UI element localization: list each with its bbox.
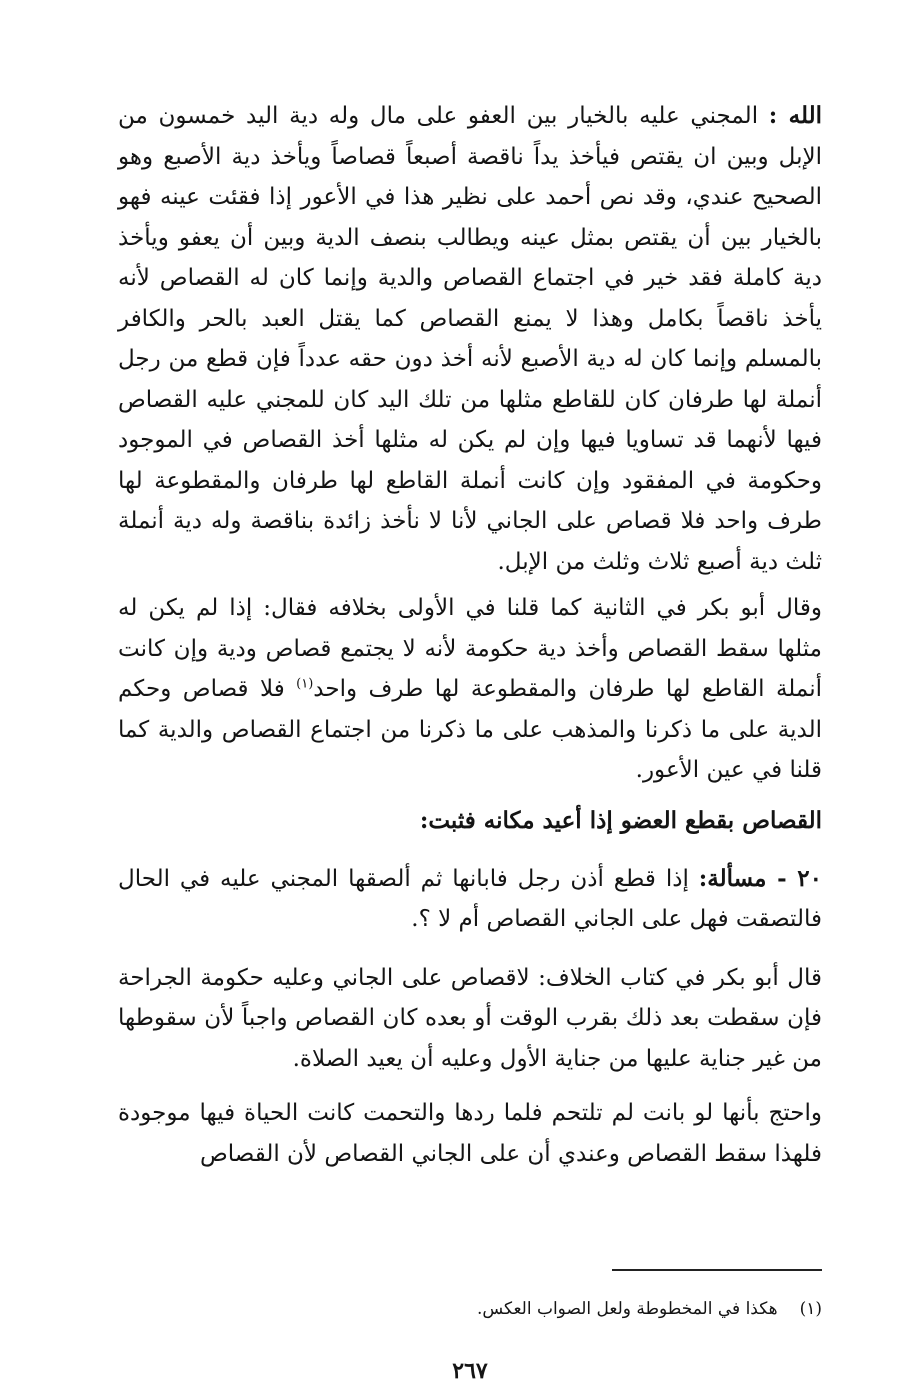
page-number: ٢٦٧ [452, 1358, 488, 1384]
body-paragraph-masala [118, 859, 822, 940]
footnote-separator [612, 1269, 822, 1271]
footnote-text: هكذا في المخطوطة ولعل الصواب العكس. [476, 1299, 778, 1319]
paragraph-1b-text-a: وقال أبو بكر في الثانية كما قلنا في الأولى بخلافه فقال: إذا لم يكن له مثلها سقط القصاص وأخذ دية حكومة لأنه لا يجتمع قصاص ودية وإن كانت أنملة القاطع لها طرفان والمقطوعة لها طرف واحد [118, 595, 822, 702]
body-paragraph-1b [118, 588, 822, 791]
book-page [118, 96, 823, 1384]
body-paragraph-1 [118, 96, 822, 582]
footnote-number: (١) [799, 1299, 822, 1319]
paragraph-1-text: المجني عليه بالخيار بين العفو على مال وله دية اليد خمسون من الإبل وبين ان يقتص فيأخذ يداً ناقصة أصبعاً قصاصاً ويأخذ دية الأصبع وهو الصحيح عندي، وقد نص أحمد على نظير هذا في الأعور إذا فقئت عينه فهو بالخيار بين أن يقتص بمثل عينه ويطالب بنصف الدية وبين أن يعفو ويأخذ دية كاملة فقد خير في اجتماع القصاص والدية وإنما كان له القصاص لأنه يأخذ ناقصاً بكامل وهذا لا يمنع القصاص كما يقتل العبد بالحر والكافر بالمسلم وإنما كان له دية الأصبع لأنه أخذ دون حقه عدداً فإن قطع من رجل أنملة لها طرفان كان للقاطع مثلها من تلك اليد كان للمجني عليه القصاص فيها لأنهما قد تساويا فيها وإن لم يكن له مثلها أخذ القصاص في الموجود وحكومة في المفقود وإن كانت أنملة القاطع لها طرفان والمقطوعة لها طرف واحد فلا قصاص على الجاني لأنا لا نأخذ زائدة بناقصة وله دية أنملة ثلث دية أصبع ثلاث وثلث من الإبل. [118, 103, 822, 575]
footnote-reference[interactable]: (١) [296, 676, 314, 692]
masala-number-label: ٢٠ - مسألة: [698, 864, 822, 892]
body-paragraph-4: واحتج بأنها لو بانت لم تلتحم فلما ردها والتحمت كانت الحياة فيها موجودة فلهذا سقط القصاص وعندي أن على الجاني القصاص لأن القصاص [118, 1100, 822, 1167]
body-paragraph-3: قال أبو بكر في كتاب الخلاف: لاقصاص على الجاني وعليه حكومة الجراحة فإن سقطت بعد ذلك بقرب الوقت أو بعده كان القصاص واجباً لأن سقوطها من غير جناية عليها من جناية الأول وعليه أن يعيد الصلاة. [118, 964, 822, 1072]
paragraph-lead-word: الله : [768, 102, 823, 129]
masala-text: إذا قطع أذن رجل فابانها ثم ألصقها المجني عليه في الحال فالتصقت فهل على الجاني القصاص أم لا ؟. [118, 865, 822, 932]
section-heading: القصاص بقطع العضو إذا أعيد مكانه فثبت: [419, 806, 822, 834]
paragraph-1b-text-b: فلا قصاص وحكم الدية على ما ذكرنا والمذهب على ما ذكرنا من اجتماع القصاص والدية كما قلنا في عين الأعور. [118, 676, 822, 783]
footnote [118, 1296, 822, 1322]
